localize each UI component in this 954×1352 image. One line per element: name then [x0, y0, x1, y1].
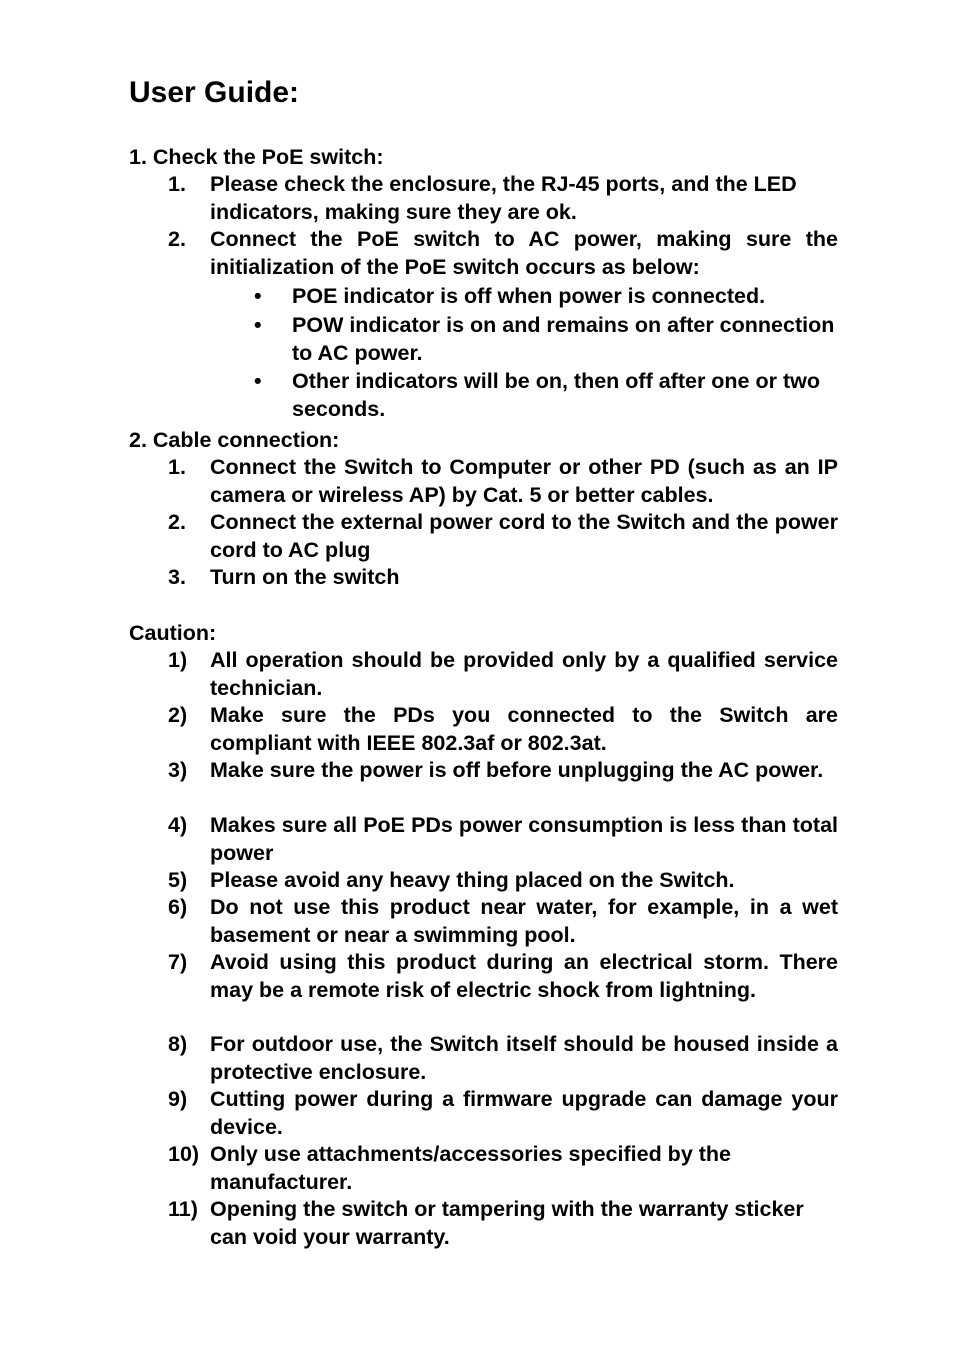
list-item	[168, 1031, 838, 1086]
list-item	[168, 812, 838, 867]
list-item	[168, 894, 838, 949]
bullet-item	[250, 368, 840, 423]
list-item-number: 1.	[168, 172, 186, 196]
list-item	[168, 454, 838, 509]
list-item	[168, 509, 838, 564]
list-item-text: Avoid using this product during an electrical storm. There may be a remote risk of electric shock from lightning.	[210, 950, 838, 1002]
list-item-number: 2.	[168, 510, 186, 534]
list-item-text: Do not use this product near water, for example, in a wet basement or near a swimming pool.	[210, 895, 838, 947]
list-item-text: Opening the switch or tampering with the warranty sticker can void your warranty.	[210, 1197, 804, 1249]
list-item-text: Please check the enclosure, the RJ-45 ports, and the LED indicators, making sure they are ok.	[210, 172, 797, 224]
list-item-text: Only use attachments/accessories specified by the manufacturer.	[210, 1142, 731, 1194]
bullet-text: POW indicator is on and remains on after connection to AC power.	[292, 313, 835, 365]
list-item	[168, 867, 838, 895]
bullet-text: POE indicator is off when power is connected.	[292, 284, 766, 308]
list-item	[168, 949, 838, 1004]
list-item-number: 10)	[168, 1142, 200, 1166]
list-item	[168, 1141, 838, 1196]
list-item-text: Turn on the switch	[210, 565, 400, 589]
list-item	[168, 171, 838, 226]
bullet-item	[250, 283, 840, 311]
list-item-number: 3)	[168, 758, 188, 782]
list-item-number: 2)	[168, 703, 188, 727]
list-item-text: Connect the external power cord to the Switch and the power cord to AC plug	[210, 510, 838, 562]
list-item-number: 8)	[168, 1032, 188, 1056]
bullet-symbol: •	[254, 313, 262, 337]
list-item-number: 2.	[168, 227, 186, 251]
list-item-number: 9)	[168, 1087, 188, 1111]
list-item-number: 3.	[168, 565, 186, 589]
bullet-symbol: •	[254, 284, 262, 308]
list-item-text: All operation should be provided only by a qualified service technician.	[210, 648, 838, 700]
bullet-symbol: •	[254, 369, 262, 393]
bullet-item	[250, 312, 840, 367]
list-item-text: Please avoid any heavy thing placed on the Switch.	[210, 868, 735, 892]
list-item-number: 7)	[168, 950, 188, 974]
list-item-number: 6)	[168, 895, 188, 919]
list-item	[168, 757, 838, 785]
list-item-text: Connect the Switch to Computer or other PD (such as an IP camera or wireless AP) by Cat. 5 or better cables.	[210, 455, 838, 507]
list-item	[168, 226, 838, 281]
list-item	[168, 1196, 838, 1251]
list-item-text: Makes sure all PoE PDs power consumption is less than total power	[210, 813, 838, 865]
list-item-text: Make sure the PDs you connected to the Switch are compliant with IEEE 802.3af or 802.3at.	[210, 703, 838, 755]
list-item	[168, 647, 838, 702]
list-item-number: 4)	[168, 813, 188, 837]
bullet-text: Other indicators will be on, then off after one or two seconds.	[292, 369, 820, 421]
list-item-number: 1.	[168, 455, 186, 479]
list-item-text: Cutting power during a firmware upgrade can damage your device.	[210, 1087, 838, 1139]
section-title-check-switch: 1. Check the PoE switch:	[129, 145, 384, 169]
list-item-number: 5)	[168, 868, 188, 892]
list-item-text: Connect the PoE switch to AC power, making sure the initialization of the PoE switch occurs as below:	[210, 227, 838, 279]
list-item	[168, 1086, 838, 1141]
list-item	[168, 564, 838, 592]
page-title: User Guide:	[129, 76, 300, 109]
section-title-caution: Caution:	[129, 621, 217, 645]
list-item	[168, 702, 838, 757]
list-item-number: 11)	[168, 1197, 198, 1221]
section-title-cable-connection: 2. Cable connection:	[129, 428, 340, 452]
list-item-number: 1)	[168, 648, 188, 672]
list-item-text: Make sure the power is off before unplugging the AC power.	[210, 758, 824, 782]
list-item-text: For outdoor use, the Switch itself should be housed inside a protective enclosure.	[210, 1032, 838, 1084]
